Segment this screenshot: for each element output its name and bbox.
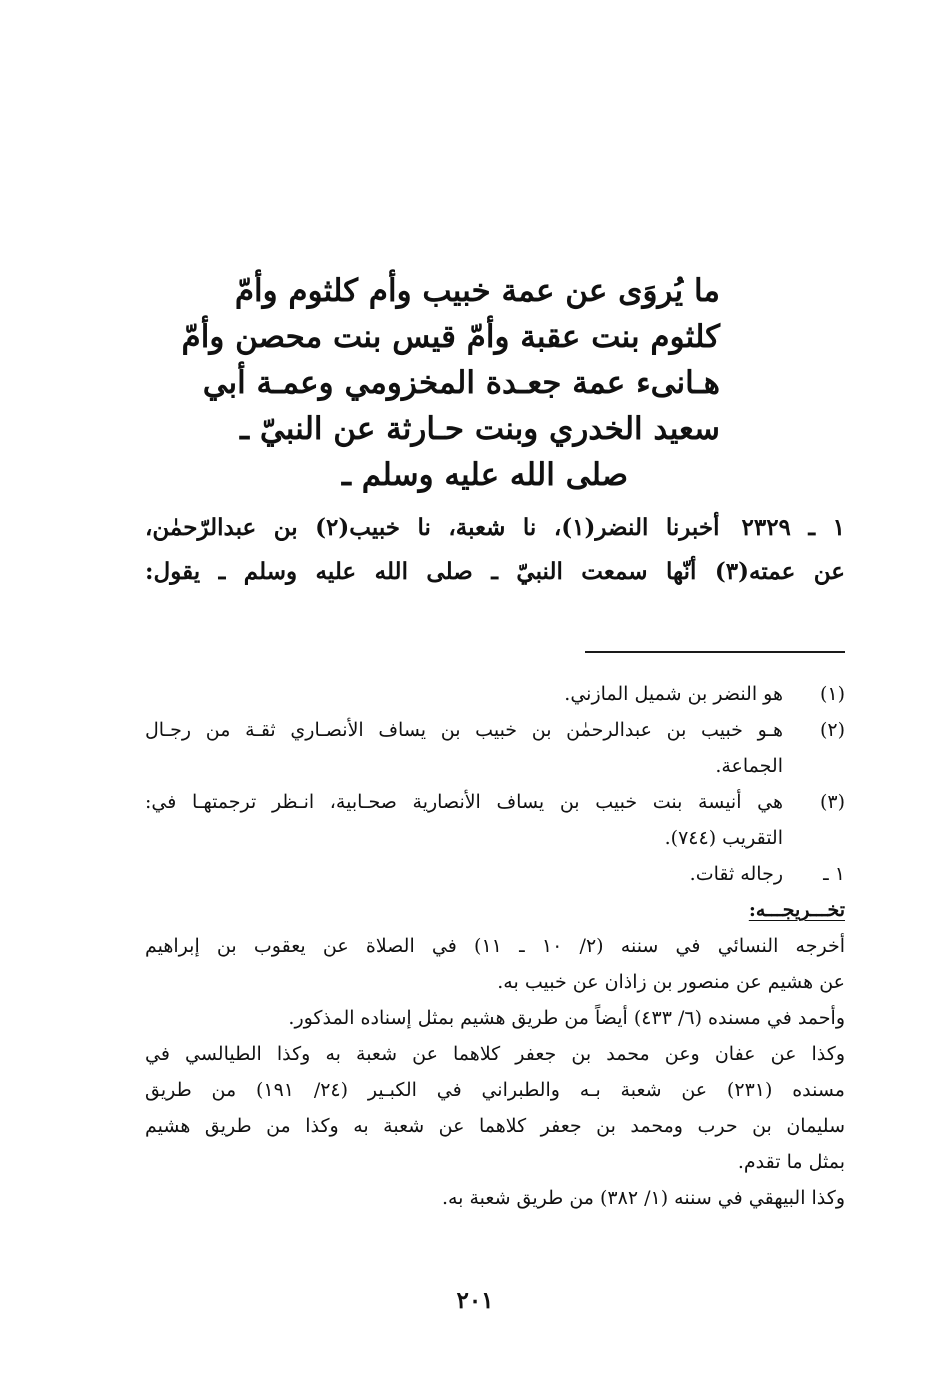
chapter-heading-line: كلثوم بنت عقبة وأمّ قيس بنت محصن وأمّ	[181, 319, 720, 355]
footnote-line: التقريب (٧٤٤).	[664, 827, 783, 849]
takhrij-line: وكذا البيهقي في سننه (١/ ٣٨٢) من طريق شعبة به.	[441, 1187, 845, 1209]
chapter-heading-line: سعيد الخدري وبنت حـارثة عن النبيّ ـ	[240, 411, 720, 447]
footnotes-section	[145, 676, 845, 1216]
takhrij-line: وكذا عن عفان وعن محمد بن جعفر كلاهما عن شعبة به وكذا الطيالسي في	[145, 1043, 845, 1065]
footnote	[145, 856, 845, 892]
footnote-marker: (٣)	[819, 791, 845, 813]
takhrij-line: بمثل ما تقدم.	[737, 1151, 845, 1173]
footnote-marker: ١ ـ	[823, 863, 845, 885]
hadith-line1-text: أخبرنا النضر(١)، نا شعبة، نا خبيب(٢) بن عبدالرّحمٰن،	[145, 514, 720, 541]
takhrij-line: مسنده (٢٣١) عن شعبة بـه والطبراني في الكبـير (٢٤/ ١٩١) من طريق	[145, 1079, 845, 1101]
footnote	[145, 676, 845, 712]
footnote	[145, 784, 845, 856]
footnote-marker: (١)	[819, 683, 845, 705]
footnote-line: هو النضر بن شميل المازني.	[564, 683, 783, 705]
hadith-line: عن عمته(٣) أنّها سمعت النبيّ ـ صلى الله عليه وسلم ـ يقول:	[145, 558, 845, 585]
footnote-line: هي أنيسة بنت خبيب بن يساف الأنصارية صحـابية، انـظر ترجمتهـا في:	[145, 791, 783, 813]
takhrij-heading: تخـــريجـــه:	[748, 899, 845, 921]
footnote-marker: (٢)	[819, 719, 845, 741]
page-number: ٢٠١	[456, 1287, 494, 1314]
chapter-heading-line: هـانىء عمة جعـدة المخزومي وعمـة أبي	[202, 365, 720, 401]
takhrij-line: وأحمد في مسنده (٦/ ٤٣٣) أيضاً من طريق هشيم بمثل إسناده المذكور.	[288, 1007, 845, 1029]
takhrij-line: سليمان بن حرب ومحمد بن جعفر كلاهما عن شعبة به وكذا من طريق هشيم	[145, 1115, 845, 1137]
footnote-line: رجاله ثقات.	[689, 863, 783, 885]
footnote	[145, 712, 845, 784]
hadith-number: ١ ـ ٢٣٢٩	[741, 514, 845, 541]
footnote-separator	[585, 651, 845, 653]
chapter-heading-line: صلى الله عليه وسلم ـ	[341, 457, 629, 493]
chapter-heading-line: ما يُروَى عن عمة خبيب وأم كلثوم وأمّ	[234, 273, 720, 309]
takhrij-section	[145, 892, 845, 1216]
hadith-line	[145, 506, 845, 550]
takhrij-line: أخرجه النسائي في سننه (٢/ ١٠ ـ ١١) في الصلاة عن يعقوب بن إبراهيم	[145, 935, 846, 957]
footnote-line: الجماعة.	[715, 755, 783, 777]
hadith-text	[145, 506, 845, 594]
footnote-line: هـو خبيب بن عبدالرحمٰن بن خبيب بن يساف الأنصـاري ثقـة من رجـال	[145, 719, 783, 741]
takhrij-line: عن هشيم عن منصور بن زاذان عن خبيب به.	[497, 971, 845, 993]
chapter-heading	[181, 268, 720, 498]
